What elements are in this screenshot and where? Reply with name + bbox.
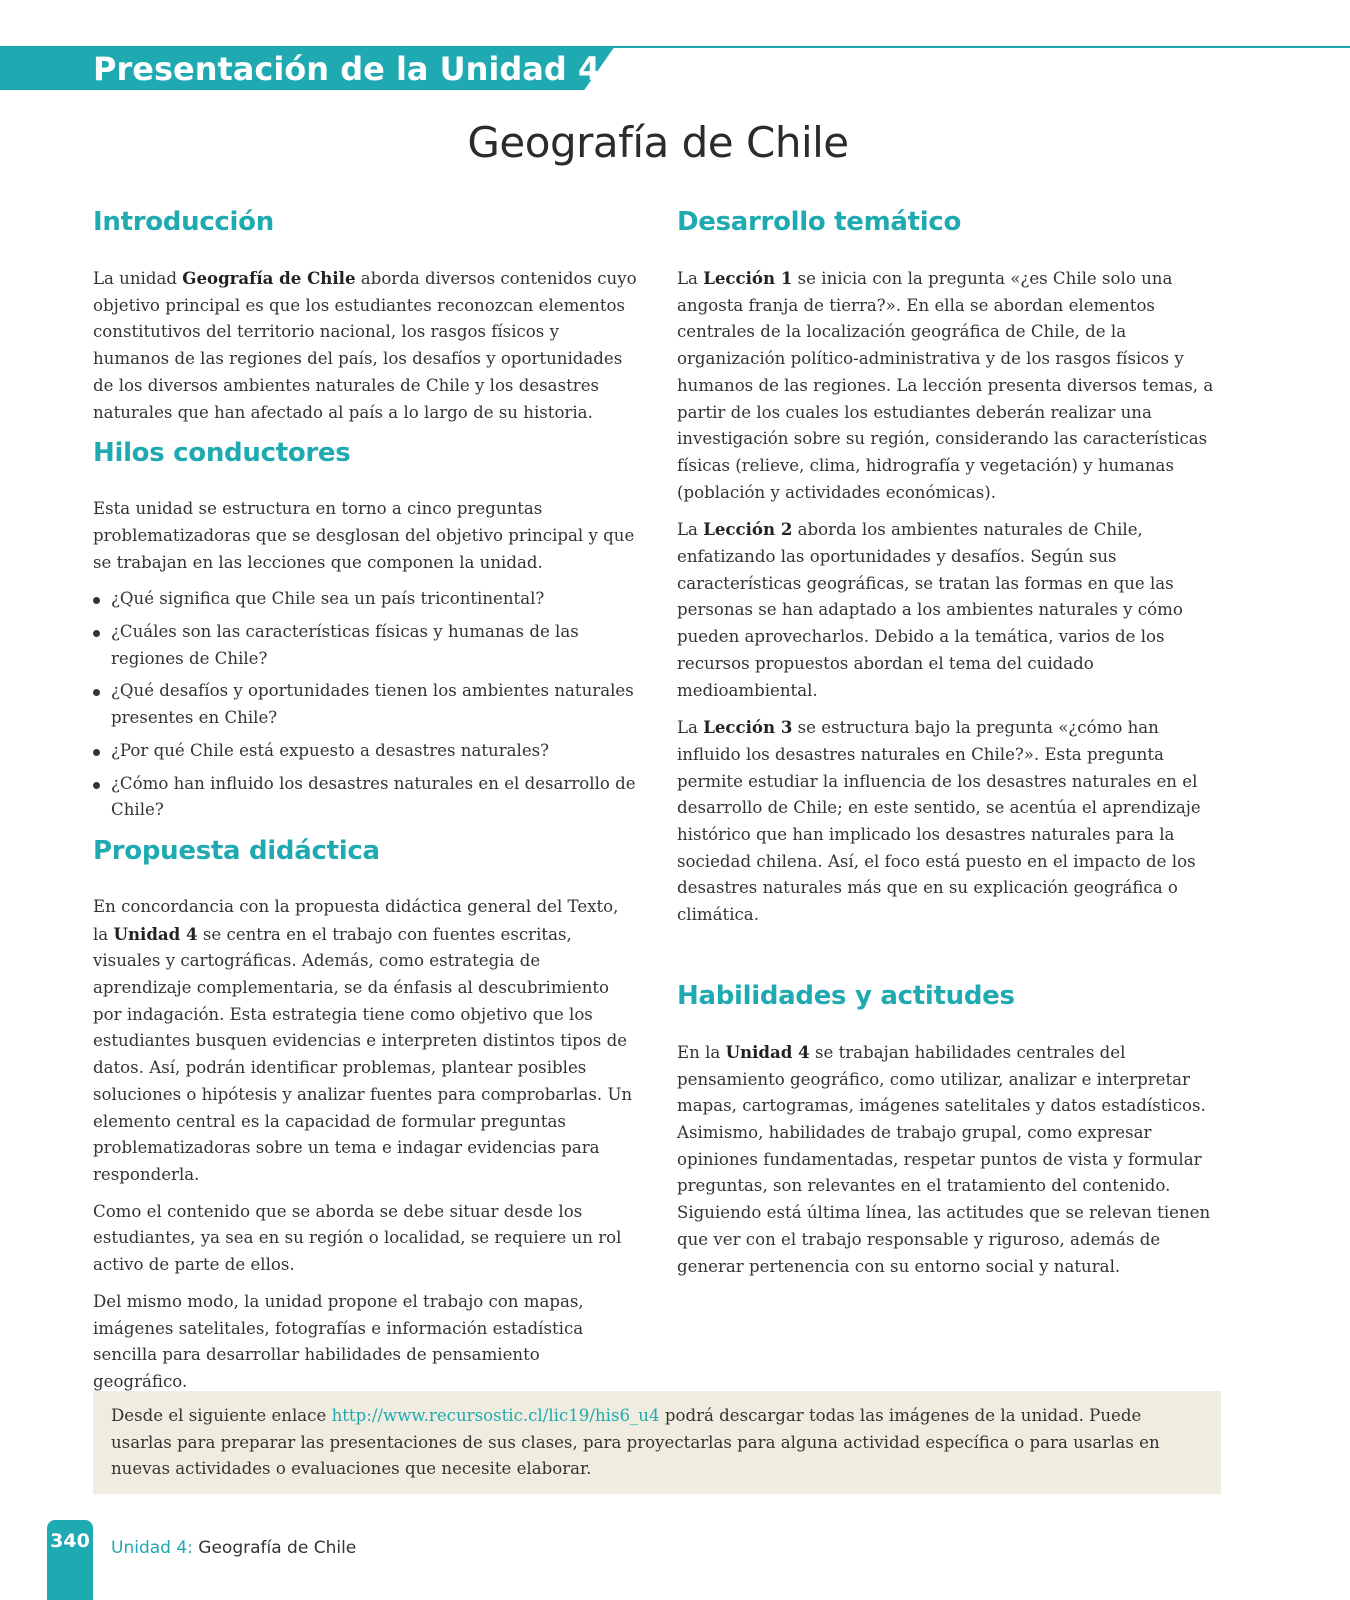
habilidades-paragraph: En la Unidad 4 se trabajan habilidades centrales del pensamiento geográfico, como utilizar, analizar e interpretar mapas, cartogramas, imágenes satelitales y datos estadísticos. Asimismo, habilidades de trabajo grupal, como expresar opiniones fundamentadas, respetar puntos de vista y formular preguntas, son relevantes en el tratamiento del contenido. Siguiendo está última línea, las actitudes que se relevan tienen que ver con el trabajo responsable y riguroso, además de generar pertenencia con su entorno social y natural.	[677, 1041, 1211, 1276]
left-column	[93, 205, 638, 1406]
list-item: ¿Qué desafíos y oportunidades tienen los ambientes naturales presentes en Chile?	[93, 678, 638, 731]
intro-heading: Introducción	[93, 207, 274, 237]
question-list	[93, 586, 638, 824]
propuesta-paragraph-1: En concordancia con la propuesta didáctica general del Texto, la Unidad 4 se centra en el trabajo con fuentes escritas, visuales y cartográficas. Además, como estrategia de aprendizaje complementaria, se da énfasis al descubrimiento por indagación. Esta estrategia tiene como objetivo que los estudiantes busquen evidencias e interpreten distintos tipos de datos. Así, podrán identificar problemas, plantear posibles soluciones o hipótesis y analizar fuentes para comprobarlas. Un elemento central es la capacidad de formular preguntas problematizadoras sobre un tema e indagar evidencias para responderla.	[93, 896, 633, 1184]
leccion-3-paragraph: La Lección 3 se estructura bajo la pregunta «¿cómo han influido los desastres naturales en Chile?». Esta pregunta permite estudiar la influencia de los desastres naturales en el desarrollo de Chile; en este sentido, se acentúa el aprendizaje histórico que han implicado los desastres naturales para la sociedad chilena. Así, el foco está puesto en el impacto de los desastres naturales más que en su explicación geográfica o climática.	[677, 717, 1201, 925]
habilidades-heading: Habilidades y actitudes	[677, 980, 1015, 1011]
hilos-paragraph: Esta unidad se estructura en torno a cinco preguntas problematizadoras que se desglosan del objetivo principal y que se trabajan en las lecciones que componen la unidad.	[93, 499, 635, 572]
list-item: ¿Por qué Chile está expuesto a desastres naturales?	[93, 738, 638, 765]
resource-link[interactable]: http://www.recursostic.cl/lic19/his6_u4	[331, 1406, 660, 1425]
right-column	[677, 205, 1222, 1290]
resource-note-box	[93, 1391, 1221, 1494]
intro-paragraph: La unidad Geografía de Chile aborda diversos contenidos cuyo objetivo principal es que los estudiantes reconozcan elementos constitutivos del territorio nacional, los rasgos físicos y humanos de las regiones del país, los desafíos y oportunidades de los diversos ambientes naturales de Chile y los desastres naturales que han afectado al país a lo largo de su historia.	[93, 268, 637, 422]
page-number: 340	[50, 1530, 90, 1552]
unit-title: Geografía de Chile	[467, 118, 849, 167]
leccion-2-paragraph: La Lección 2 aborda los ambientes naturales de Chile, enfatizando las oportunidades y desafíos. Según sus características geográficas, se tratan las formas en que las personas se han adaptado a los ambientes naturales y cómo pueden aprovecharlos. Debido a la temática, varios de los recursos propuestos abordan el tema del cuidado medioambiental.	[677, 519, 1183, 700]
propuesta-paragraph-3: Del mismo modo, la unidad propone el trabajo con mapas, imágenes satelitales, fotografías e información estadística sencilla para desarrollar habilidades de pensamiento geográfico.	[93, 1291, 584, 1391]
propuesta-heading: Propuesta didáctica	[93, 835, 380, 866]
list-item: ¿Cuáles son las características físicas y humanas de las regiones de Chile?	[93, 619, 638, 672]
list-item: ¿Cómo han influido los desastres naturales en el desarrollo de Chile?	[93, 771, 638, 824]
note-text-after: podrá descargar todas las imágenes de la unidad. Puede usarlas para preparar las presentaciones de sus clases, para proyectarlas para alguna actividad específica o para usarlas en nuevas actividades o evaluaciones que necesite elaborar.	[111, 1406, 1160, 1479]
footer-unit-label	[111, 1538, 356, 1558]
footer-unit: Unidad 4:	[111, 1538, 193, 1558]
footer-unit-name: Geografía de Chile	[192, 1538, 357, 1558]
leccion-1-paragraph: La Lección 1 se inicia con la pregunta «¿es Chile solo una angosta franja de tierra?». En ella se abordan elementos centrales de la localización geográfica de Chile, de la organización político-administrativa y de los rasgos físicos y humanos de las regiones. La lección presenta diversos temas, a partir de los cuales los estudiantes deberán realizar una investigación sobre su región, considerando las características físicas (relieve, clima, hidrografía y vegetación) y humanas (población y actividades económicas).	[677, 268, 1214, 502]
list-item: ¿Qué significa que Chile sea un país tricontinental?	[93, 586, 638, 613]
propuesta-paragraph-2: Como el contenido que se aborda se debe situar desde los estudiantes, ya sea en su región o localidad, se requiere un rol activo de parte de ellos.	[93, 1201, 622, 1275]
banner-title: Presentación de la Unidad 4	[93, 50, 601, 88]
hilos-heading: Hilos conductores	[93, 438, 351, 469]
header-rule	[600, 46, 1350, 48]
desarrollo-heading: Desarrollo temático	[677, 207, 962, 237]
note-text-before: Desde el siguiente enlace	[111, 1406, 332, 1425]
